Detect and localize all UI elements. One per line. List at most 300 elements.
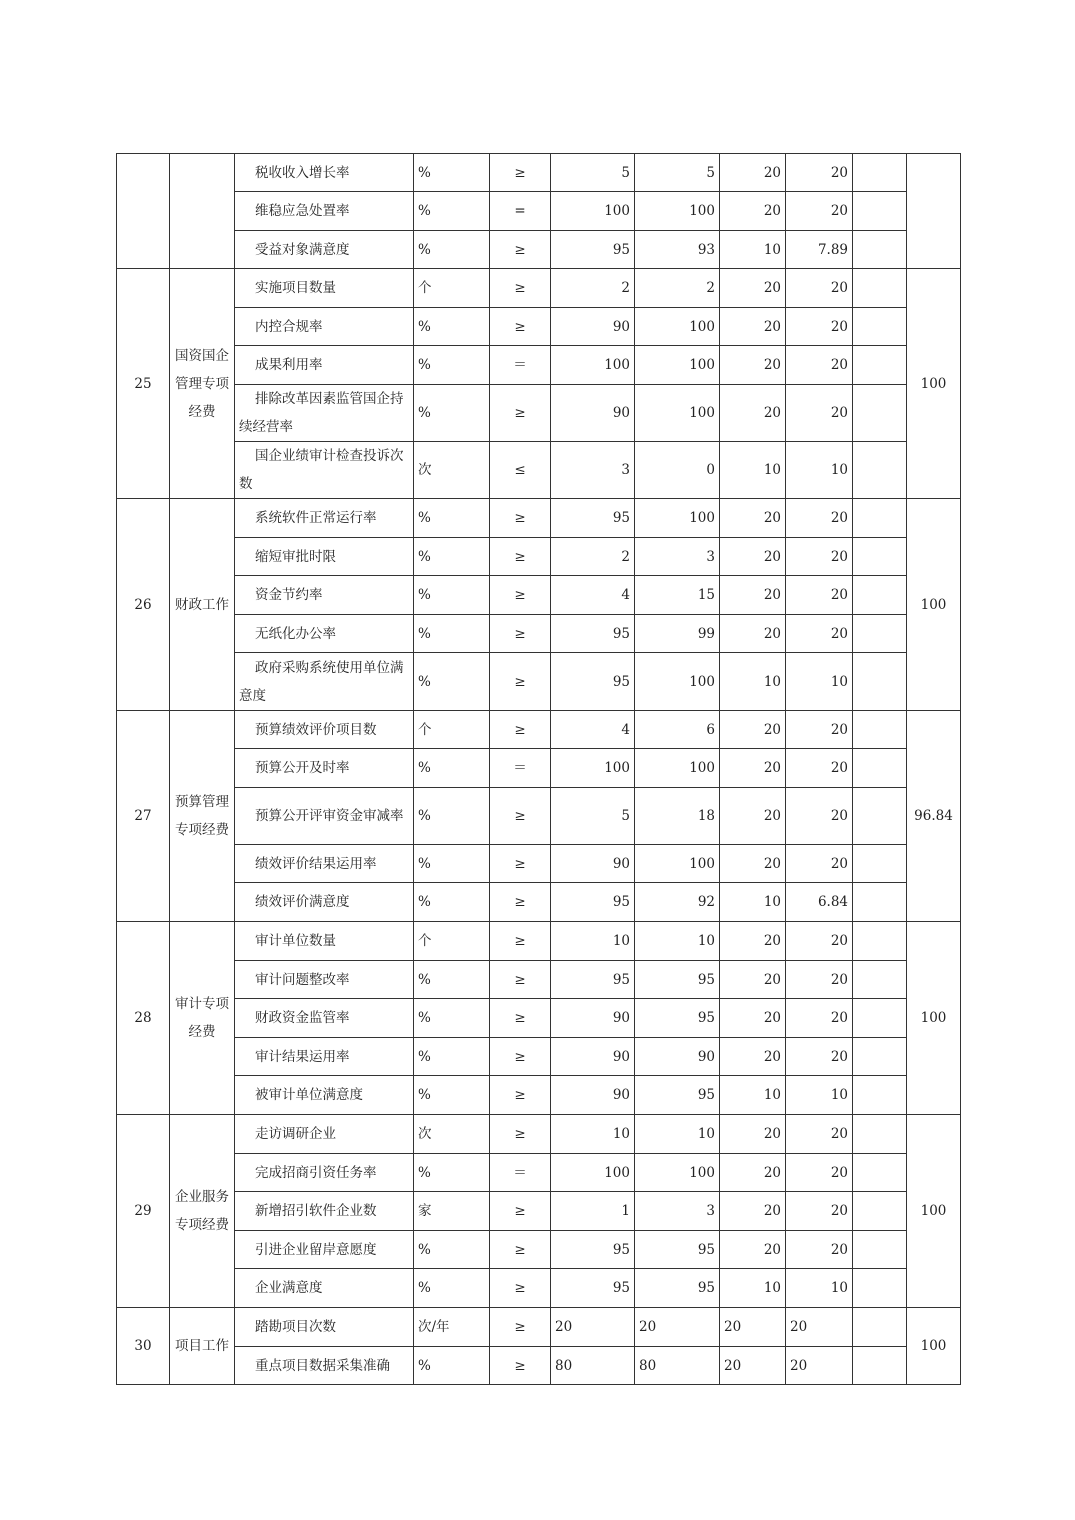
score-value: 10 — [786, 1269, 853, 1308]
table-row — [117, 385, 961, 442]
weight-value: 20 — [720, 749, 786, 788]
table-row — [117, 999, 961, 1038]
weight-value: 20 — [720, 346, 786, 385]
indicator-label: 税收收入增长率 — [255, 164, 350, 181]
indicator-label: 引进企业留岸意愿度 — [255, 1241, 377, 1258]
actual-value: 92 — [635, 883, 720, 922]
indicator-label: 踏勘项目次数 — [255, 1319, 336, 1335]
operator-cell: = — [490, 192, 551, 231]
group-total: 100 — [907, 1308, 961, 1385]
blank-cell — [853, 385, 907, 442]
indicator-cell — [235, 883, 414, 922]
actual-value: 2 — [635, 269, 720, 308]
target-value: 5 — [551, 788, 635, 845]
score-value: 20 — [786, 385, 853, 442]
actual-value: 95 — [635, 1076, 720, 1115]
weight-value: 20 — [720, 1154, 786, 1192]
weight-value: 10 — [720, 653, 786, 711]
indicator-cell — [235, 1038, 414, 1076]
unit-cell: % — [414, 538, 490, 576]
score-value: 10 — [786, 1076, 853, 1115]
table-row — [117, 615, 961, 653]
unit-cell: % — [414, 883, 490, 922]
operator-cell: ≤ — [490, 442, 551, 499]
blank-cell — [853, 192, 907, 231]
target-value: 5 — [551, 154, 635, 192]
actual-value: 80 — [635, 1347, 720, 1385]
actual-value: 100 — [635, 653, 720, 711]
indicator-label: 审计结果运用率 — [255, 1048, 350, 1065]
weight-value: 10 — [720, 1269, 786, 1308]
table-row — [117, 711, 961, 749]
score-value: 20 — [786, 154, 853, 192]
score-value: 20 — [786, 1308, 853, 1347]
target-value: 4 — [551, 711, 635, 749]
unit-cell: % — [414, 999, 490, 1038]
table-row — [117, 1115, 961, 1154]
table-row — [117, 1038, 961, 1076]
weight-value: 20 — [720, 1308, 786, 1347]
operator-cell: ≥ — [490, 653, 551, 711]
indicator-cell — [235, 1115, 414, 1154]
actual-value: 95 — [635, 999, 720, 1038]
indicator-label: 系统软件正常运行率 — [255, 510, 377, 526]
indicator-label: 预算公开评审资金审减率 — [255, 808, 404, 824]
operator-cell: ≥ — [490, 308, 551, 346]
indicator-cell — [235, 154, 414, 192]
operator-cell: ≥ — [490, 154, 551, 192]
blank-cell — [853, 576, 907, 615]
score-value: 20 — [786, 308, 853, 346]
actual-value: 20 — [635, 1308, 720, 1347]
score-value: 20 — [786, 192, 853, 231]
score-value: 20 — [786, 576, 853, 615]
unit-cell: % — [414, 1038, 490, 1076]
unit-cell: % — [414, 653, 490, 711]
weight-value: 20 — [720, 615, 786, 653]
actual-value: 10 — [635, 1115, 720, 1154]
unit-cell: % — [414, 192, 490, 231]
actual-value: 95 — [635, 1231, 720, 1269]
indicator-cell — [235, 385, 414, 442]
indicator-cell — [235, 653, 414, 711]
blank-cell — [853, 346, 907, 385]
indicator-cell — [235, 999, 414, 1038]
target-value: 95 — [551, 1231, 635, 1269]
target-value: 95 — [551, 653, 635, 711]
group-total: 100 — [907, 269, 961, 499]
target-value: 1 — [551, 1192, 635, 1231]
operator-cell: ≥ — [490, 269, 551, 308]
indicator-cell — [235, 788, 414, 845]
target-value: 95 — [551, 961, 635, 999]
blank-cell — [853, 1115, 907, 1154]
operator-cell: ≥ — [490, 538, 551, 576]
table-row — [117, 308, 961, 346]
weight-value: 10 — [720, 231, 786, 269]
indicator-label: 成果利用率 — [255, 357, 323, 373]
blank-cell — [853, 653, 907, 711]
actual-value: 0 — [635, 442, 720, 499]
indicator-cell — [235, 442, 414, 499]
table-row — [117, 1231, 961, 1269]
group-name: 预算管理专项经费 — [170, 711, 235, 922]
operator-cell: ≥ — [490, 999, 551, 1038]
weight-value: 20 — [720, 269, 786, 308]
indicator-cell — [235, 576, 414, 615]
group-name: 审计专项经费 — [170, 922, 235, 1115]
unit-cell: 个 — [414, 922, 490, 961]
weight-value: 10 — [720, 442, 786, 499]
score-value: 20 — [786, 1192, 853, 1231]
target-value: 90 — [551, 385, 635, 442]
indicator-cell — [235, 269, 414, 308]
actual-value: 10 — [635, 922, 720, 961]
actual-value: 100 — [635, 749, 720, 788]
unit-cell: % — [414, 845, 490, 883]
operator-cell: ＝ — [490, 749, 551, 788]
weight-value: 20 — [720, 538, 786, 576]
target-value: 4 — [551, 576, 635, 615]
table-row — [117, 154, 961, 192]
unit-cell: % — [414, 615, 490, 653]
blank-cell — [853, 845, 907, 883]
unit-cell: 个 — [414, 711, 490, 749]
indicator-label: 维稳应急处置率 — [255, 203, 350, 219]
target-value: 95 — [551, 1269, 635, 1308]
indicator-label: 缩短审批时限 — [255, 548, 336, 565]
score-value: 7.89 — [786, 231, 853, 269]
actual-value: 90 — [635, 1038, 720, 1076]
weight-value: 20 — [720, 1038, 786, 1076]
actual-value: 3 — [635, 1192, 720, 1231]
actual-value: 95 — [635, 1269, 720, 1308]
unit-cell: 次/年 — [414, 1308, 490, 1347]
indicator-label: 审计单位数量 — [255, 933, 336, 949]
operator-cell: ≥ — [490, 1269, 551, 1308]
group-number — [117, 154, 170, 269]
operator-cell: ≥ — [490, 845, 551, 883]
blank-cell — [853, 1308, 907, 1347]
group-name: 企业服务专项经费 — [170, 1115, 235, 1308]
score-value: 20 — [786, 615, 853, 653]
weight-value: 20 — [720, 788, 786, 845]
blank-cell — [853, 883, 907, 922]
blank-cell — [853, 538, 907, 576]
table-row — [117, 1076, 961, 1115]
table-row — [117, 231, 961, 269]
unit-cell: % — [414, 1347, 490, 1385]
indicator-label: 内控合规率 — [255, 318, 323, 335]
indicator-cell — [235, 499, 414, 538]
group-name: 财政工作 — [170, 499, 235, 711]
indicator-label: 企业满意度 — [255, 1280, 323, 1296]
weight-value: 20 — [720, 999, 786, 1038]
weight-value: 20 — [720, 922, 786, 961]
weight-value: 20 — [720, 385, 786, 442]
actual-value: 18 — [635, 788, 720, 845]
operator-cell: ≥ — [490, 499, 551, 538]
score-value: 20 — [786, 961, 853, 999]
indicator-label: 国企业绩审计检查投诉次数 — [239, 448, 404, 492]
indicator-cell — [235, 538, 414, 576]
target-value: 95 — [551, 883, 635, 922]
indicator-label: 财政资金监管率 — [255, 1010, 350, 1026]
performance-table — [116, 153, 961, 1385]
group-number: 28 — [117, 922, 170, 1115]
blank-cell — [853, 615, 907, 653]
unit-cell: % — [414, 231, 490, 269]
operator-cell: ≥ — [490, 1231, 551, 1269]
unit-cell: % — [414, 961, 490, 999]
table-row — [117, 883, 961, 922]
group-total: 100 — [907, 1115, 961, 1308]
indicator-cell — [235, 1192, 414, 1231]
blank-cell — [853, 1038, 907, 1076]
operator-cell: ≥ — [490, 922, 551, 961]
unit-cell: 次 — [414, 1115, 490, 1154]
actual-value: 100 — [635, 845, 720, 883]
table-row — [117, 1308, 961, 1347]
weight-value: 20 — [720, 192, 786, 231]
blank-cell — [853, 711, 907, 749]
operator-cell: ＝ — [490, 1154, 551, 1192]
indicator-cell — [235, 1347, 414, 1385]
target-value: 2 — [551, 538, 635, 576]
unit-cell: % — [414, 576, 490, 615]
target-value: 90 — [551, 1038, 635, 1076]
operator-cell: ≥ — [490, 1038, 551, 1076]
target-value: 10 — [551, 1115, 635, 1154]
indicator-label: 实施项目数量 — [255, 280, 336, 296]
operator-cell: ＝ — [490, 346, 551, 385]
indicator-cell — [235, 961, 414, 999]
actual-value: 100 — [635, 1154, 720, 1192]
indicator-cell — [235, 1308, 414, 1347]
operator-cell: ≥ — [490, 231, 551, 269]
unit-cell: % — [414, 1269, 490, 1308]
table-row — [117, 499, 961, 538]
weight-value: 20 — [720, 308, 786, 346]
target-value: 95 — [551, 615, 635, 653]
indicator-label: 绩效评价满意度 — [255, 894, 350, 910]
table-row — [117, 576, 961, 615]
target-value: 20 — [551, 1308, 635, 1347]
weight-value: 20 — [720, 499, 786, 538]
unit-cell: % — [414, 749, 490, 788]
indicator-cell — [235, 1154, 414, 1192]
unit-cell: % — [414, 154, 490, 192]
operator-cell: ≥ — [490, 788, 551, 845]
score-value: 20 — [786, 999, 853, 1038]
actual-value: 100 — [635, 385, 720, 442]
indicator-cell — [235, 845, 414, 883]
operator-cell: ≥ — [490, 711, 551, 749]
group-number: 25 — [117, 269, 170, 499]
table-row — [117, 845, 961, 883]
blank-cell — [853, 269, 907, 308]
score-value: 6.84 — [786, 883, 853, 922]
weight-value: 20 — [720, 1231, 786, 1269]
score-value: 20 — [786, 749, 853, 788]
operator-cell: ≥ — [490, 1192, 551, 1231]
target-value: 90 — [551, 308, 635, 346]
table-row — [117, 192, 961, 231]
operator-cell: ≥ — [490, 1347, 551, 1385]
score-value: 20 — [786, 1154, 853, 1192]
table-row — [117, 922, 961, 961]
group-total: 100 — [907, 922, 961, 1115]
operator-cell: ≥ — [490, 1115, 551, 1154]
table-row — [117, 961, 961, 999]
score-value: 20 — [786, 269, 853, 308]
score-value: 20 — [786, 1231, 853, 1269]
unit-cell: % — [414, 346, 490, 385]
indicator-cell — [235, 346, 414, 385]
indicator-label: 绩效评价结果运用率 — [255, 855, 377, 872]
table-row — [117, 269, 961, 308]
actual-value: 100 — [635, 499, 720, 538]
indicator-cell — [235, 1269, 414, 1308]
unit-cell: % — [414, 385, 490, 442]
blank-cell — [853, 999, 907, 1038]
indicator-label: 审计问题整改率 — [255, 971, 350, 988]
actual-value: 95 — [635, 961, 720, 999]
target-value: 2 — [551, 269, 635, 308]
blank-cell — [853, 922, 907, 961]
indicator-label: 被审计单位满意度 — [255, 1087, 363, 1103]
group-name: 项目工作 — [170, 1308, 235, 1385]
actual-value: 100 — [635, 308, 720, 346]
table-row — [117, 442, 961, 499]
target-value: 95 — [551, 499, 635, 538]
group-total: 100 — [907, 499, 961, 711]
target-value: 100 — [551, 749, 635, 788]
target-value: 100 — [551, 346, 635, 385]
indicator-label: 新增招引软件企业数 — [255, 1203, 377, 1219]
target-value: 90 — [551, 845, 635, 883]
blank-cell — [853, 442, 907, 499]
unit-cell: % — [414, 1231, 490, 1269]
group-total: 96.84 — [907, 711, 961, 922]
score-value: 10 — [786, 653, 853, 711]
score-value: 20 — [786, 1038, 853, 1076]
actual-value: 5 — [635, 154, 720, 192]
actual-value: 100 — [635, 346, 720, 385]
blank-cell — [853, 1076, 907, 1115]
unit-cell: % — [414, 1154, 490, 1192]
indicator-cell — [235, 308, 414, 346]
blank-cell — [853, 1347, 907, 1385]
table-row — [117, 538, 961, 576]
blank-cell — [853, 961, 907, 999]
target-value: 100 — [551, 192, 635, 231]
group-number: 29 — [117, 1115, 170, 1308]
score-value: 20 — [786, 538, 853, 576]
indicator-label: 走访调研企业 — [255, 1126, 336, 1142]
group-name — [170, 154, 235, 269]
unit-cell: 个 — [414, 269, 490, 308]
operator-cell: ≥ — [490, 1308, 551, 1347]
blank-cell — [853, 749, 907, 788]
group-name: 国资国企管理专项经费 — [170, 269, 235, 499]
unit-cell: % — [414, 308, 490, 346]
target-value: 90 — [551, 999, 635, 1038]
indicator-cell — [235, 749, 414, 788]
score-value: 10 — [786, 442, 853, 499]
score-value: 20 — [786, 711, 853, 749]
score-value: 20 — [786, 922, 853, 961]
table-row — [117, 749, 961, 788]
indicator-cell — [235, 711, 414, 749]
weight-value: 20 — [720, 961, 786, 999]
operator-cell: ≥ — [490, 385, 551, 442]
blank-cell — [853, 499, 907, 538]
actual-value: 3 — [635, 538, 720, 576]
group-number: 30 — [117, 1308, 170, 1385]
indicator-label: 受益对象满意度 — [255, 241, 350, 258]
indicator-label: 重点项目数据采集准确 — [255, 1357, 390, 1374]
unit-cell: % — [414, 499, 490, 538]
indicator-cell — [235, 1231, 414, 1269]
indicator-label: 排除改革因素监管国企持续经营率 — [239, 391, 404, 435]
target-value: 3 — [551, 442, 635, 499]
blank-cell — [853, 231, 907, 269]
weight-value: 10 — [720, 1076, 786, 1115]
operator-cell: ≥ — [490, 615, 551, 653]
unit-cell: 次 — [414, 442, 490, 499]
operator-cell: ≥ — [490, 1076, 551, 1115]
table-row — [117, 1192, 961, 1231]
table-row — [117, 1154, 961, 1192]
group-total — [907, 154, 961, 269]
score-value: 20 — [786, 1115, 853, 1154]
unit-cell: % — [414, 1076, 490, 1115]
indicator-cell — [235, 922, 414, 961]
indicator-label: 政府采购系统使用单位满意度 — [239, 659, 404, 704]
weight-value: 20 — [720, 845, 786, 883]
target-value: 10 — [551, 922, 635, 961]
table-row — [117, 346, 961, 385]
score-value: 20 — [786, 845, 853, 883]
indicator-label: 完成招商引资任务率 — [255, 1164, 377, 1181]
indicator-label: 无纸化办公率 — [255, 625, 336, 642]
unit-cell: 家 — [414, 1192, 490, 1231]
target-value: 100 — [551, 1154, 635, 1192]
operator-cell: ≥ — [490, 576, 551, 615]
target-value: 90 — [551, 1076, 635, 1115]
blank-cell — [853, 308, 907, 346]
score-value: 20 — [786, 346, 853, 385]
weight-value: 20 — [720, 1347, 786, 1385]
actual-value: 6 — [635, 711, 720, 749]
indicator-label: 预算公开及时率 — [255, 760, 350, 776]
table-body — [117, 154, 961, 1385]
actual-value: 100 — [635, 192, 720, 231]
indicator-cell — [235, 231, 414, 269]
indicator-label: 资金节约率 — [255, 587, 323, 603]
score-value: 20 — [786, 499, 853, 538]
actual-value: 93 — [635, 231, 720, 269]
group-number: 27 — [117, 711, 170, 922]
score-value: 20 — [786, 1347, 853, 1385]
indicator-cell — [235, 1076, 414, 1115]
table-row — [117, 653, 961, 711]
target-value: 95 — [551, 231, 635, 269]
blank-cell — [853, 1269, 907, 1308]
weight-value: 10 — [720, 883, 786, 922]
table-row — [117, 1269, 961, 1308]
